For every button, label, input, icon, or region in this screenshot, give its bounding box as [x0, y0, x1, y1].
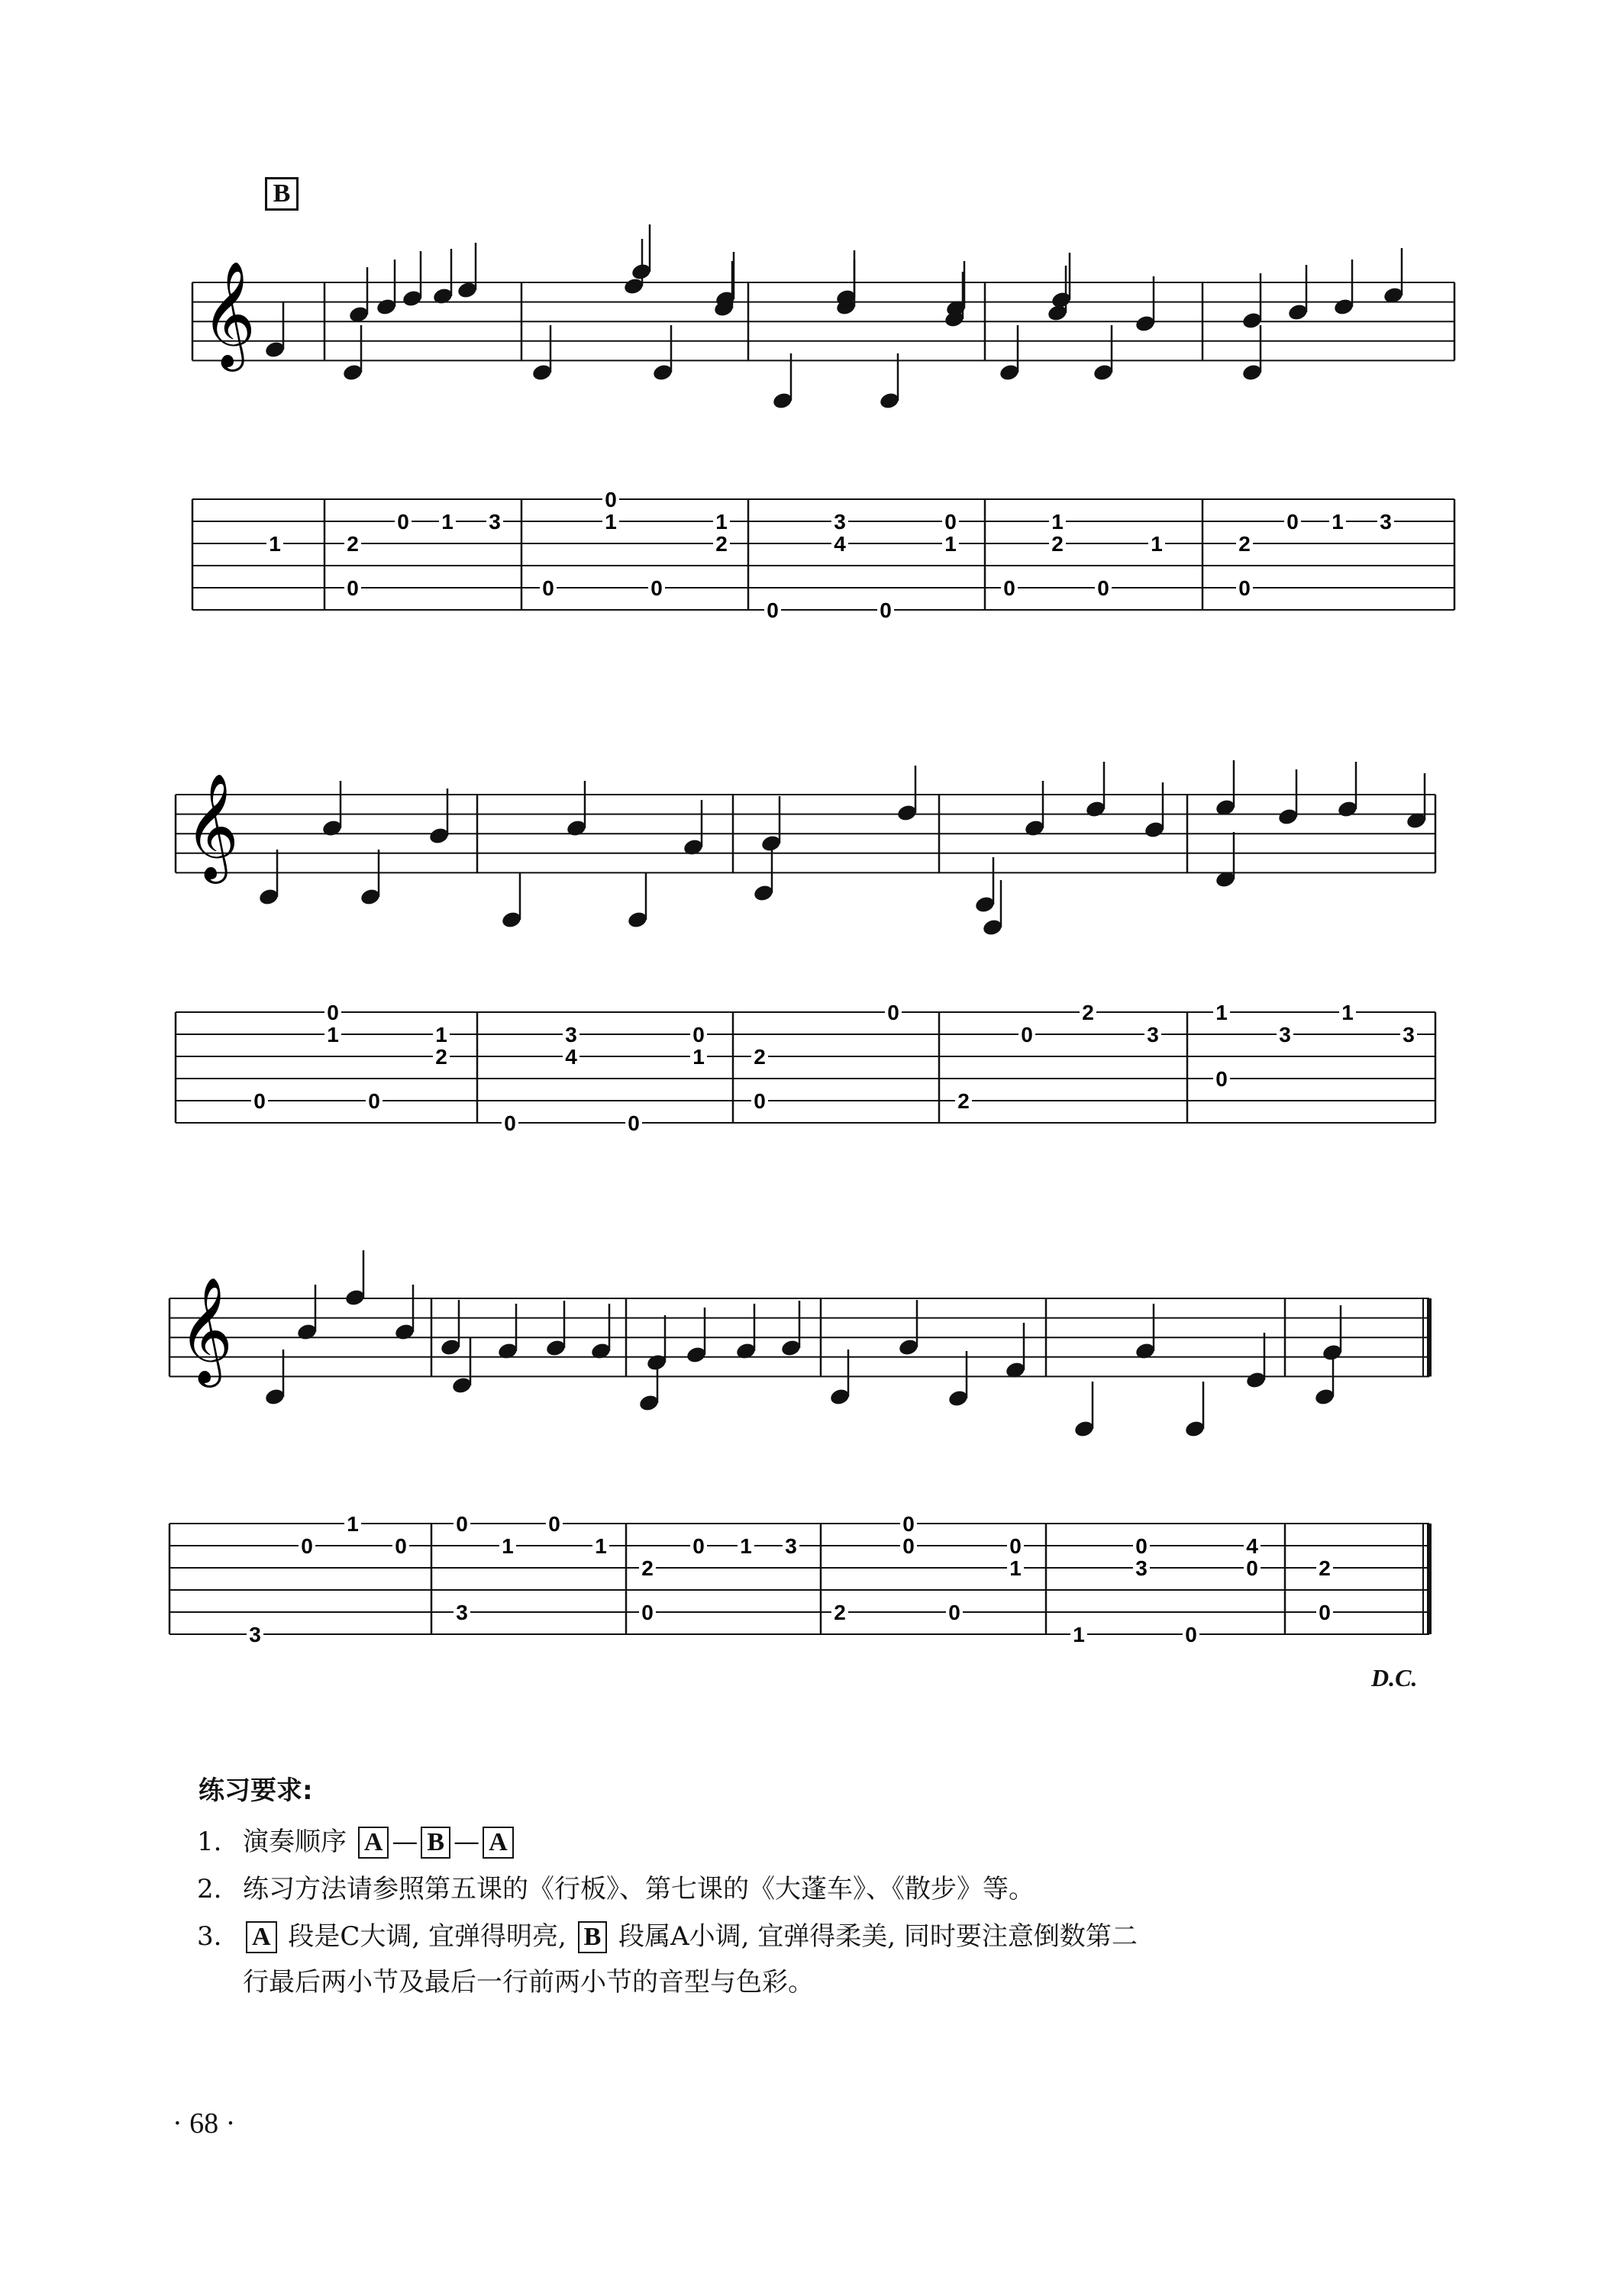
section-box-a: A [246, 1921, 277, 1953]
tab-fret-number: 1 [595, 1534, 607, 1558]
item-text: 演奏顺序 [243, 1827, 347, 1857]
tab-fret-number: 1 [1009, 1556, 1022, 1580]
tab-fret-number: 0 [542, 576, 554, 600]
tab-fret-number: 0 [1238, 576, 1251, 600]
tab-fret-number: 2 [347, 532, 359, 556]
tab-fret-number: 0 [397, 510, 409, 534]
tab-fret-number: 0 [887, 1001, 899, 1024]
tab-fret-number: 0 [605, 488, 617, 511]
tab-fret-number: 0 [754, 1089, 766, 1113]
requirements-title: 练习要求: [199, 1775, 313, 1806]
tab-fret-number: 2 [1319, 1556, 1331, 1580]
tab-fret-number: 0 [1246, 1556, 1258, 1580]
tab-fret-number: 0 [1215, 1067, 1228, 1091]
tab-fret-number: 3 [1403, 1023, 1415, 1046]
tab-fret-number: 1 [692, 1045, 705, 1069]
tab-fret-number: 0 [1097, 576, 1109, 600]
system-2 [176, 760, 1435, 1135]
tab-fret-number: 3 [1380, 510, 1392, 534]
dash: — [454, 1827, 480, 1857]
tab-fret-number: 2 [957, 1089, 970, 1113]
tab-fret-number: 3 [1147, 1023, 1159, 1046]
tab-fret-number: 0 [948, 1601, 960, 1624]
treble-clef-icon: 𝄞 [202, 261, 256, 367]
tab-fret-number: 0 [944, 510, 957, 534]
treble-clef-icon: 𝄞 [185, 773, 239, 879]
tab-fret-number: 1 [1332, 510, 1344, 534]
tab-fret-number: 0 [368, 1089, 380, 1113]
tab-fret-number: 0 [641, 1601, 654, 1624]
tab-fret-number: 0 [1021, 1023, 1033, 1046]
tab-fret-number: 2 [834, 1601, 846, 1624]
tab-fret-number: 3 [249, 1623, 261, 1646]
system-1 [192, 224, 1454, 622]
tab-fret-number: 0 [692, 1023, 705, 1046]
tab-fret-number: 1 [1073, 1623, 1085, 1646]
section-box-a: A [358, 1827, 389, 1859]
tab-fret-number: 4 [565, 1045, 577, 1069]
tab-fret-number: 0 [301, 1534, 313, 1558]
tab-fret-number: 0 [880, 598, 892, 622]
item-number: 1. [197, 1827, 222, 1857]
item-number: 3. [197, 1921, 222, 1952]
item-text: 练习方法请参照第五课的《行板》、第七课的《大蓬车》、《散步》等。 [243, 1874, 1035, 1904]
da-capo-mark: D.C. [1371, 1664, 1418, 1691]
section-box-a: A [483, 1827, 514, 1859]
tab-fret-number: 1 [327, 1023, 339, 1046]
requirement-item-2 [197, 1867, 1464, 1911]
tab-fret-number: 1 [715, 510, 728, 534]
tab-fret-number: 1 [944, 532, 957, 556]
tab-fret-number: 0 [1009, 1534, 1022, 1558]
requirement-item-3 [197, 1914, 1464, 1959]
requirement-item-3-continuation: 行最后两小节及最后一行前两小节的音型与色彩。 [243, 1967, 814, 1998]
item-text: 段属A小调, 宜弹得柔美, 同时要注意倒数第二 [618, 1921, 1138, 1952]
tab-fret-number: 0 [347, 576, 359, 600]
tab-fret-number: 0 [1185, 1623, 1197, 1646]
tab-fret-number: 1 [1151, 532, 1163, 556]
tab-fret-number: 0 [902, 1512, 915, 1536]
tab-fret-number: 1 [269, 532, 281, 556]
tab-fret-number: 0 [1135, 1534, 1148, 1558]
tab-fret-number: 0 [650, 576, 663, 600]
tab-fret-number: 3 [785, 1534, 797, 1558]
tab-fret-number: 2 [641, 1556, 654, 1580]
tab-fret-number: 1 [1051, 510, 1064, 534]
tab-fret-number: 1 [605, 510, 617, 534]
tab-fret-number: 0 [1286, 510, 1299, 534]
tab-fret-number: 3 [456, 1601, 468, 1624]
tab-fret-number: 2 [1238, 532, 1251, 556]
treble-clef-icon: 𝄞 [179, 1277, 233, 1383]
system-3 [169, 1250, 1429, 1646]
page-number: · 68 · [173, 2107, 236, 2140]
tab-fret-number: 3 [489, 510, 501, 534]
tab-fret-number: 4 [834, 532, 846, 556]
tab-fret-number: 3 [565, 1023, 577, 1046]
tab-fret-number: 0 [1003, 576, 1015, 600]
tab-fret-number: 0 [395, 1534, 407, 1558]
tab-fret-number: 0 [504, 1111, 516, 1135]
section-box-b: B [578, 1921, 608, 1953]
tab-fret-number: 0 [628, 1111, 640, 1135]
tab-fret-number: 1 [1341, 1001, 1354, 1024]
tab-fret-number: 4 [1246, 1534, 1258, 1558]
section-b-marker: B [265, 177, 299, 211]
tab-fret-number: 2 [754, 1045, 766, 1069]
tab-fret-number: 2 [1082, 1001, 1094, 1024]
tab-fret-number: 0 [548, 1512, 560, 1536]
tab-fret-number: 1 [1215, 1001, 1228, 1024]
tab-fret-number: 1 [441, 510, 454, 534]
item-text: 段是C大调, 宜弹得明亮, [288, 1921, 567, 1952]
tab-fret-number: 0 [327, 1001, 339, 1024]
tab-fret-number: 1 [502, 1534, 514, 1558]
tab-fret-number: 0 [1319, 1601, 1331, 1624]
tab-fret-number: 2 [715, 532, 728, 556]
tab-fret-number: 0 [456, 1512, 468, 1536]
tab-fret-number: 3 [1135, 1556, 1148, 1580]
tab-fret-number: 0 [253, 1089, 266, 1113]
item-number: 2. [197, 1874, 222, 1904]
requirement-item-1 [197, 1820, 1464, 1864]
tab-fret-number: 0 [902, 1534, 915, 1558]
tab-fret-number: 2 [1051, 532, 1064, 556]
tab-fret-number: 0 [767, 598, 779, 622]
tab-fret-number: 1 [347, 1512, 359, 1536]
tab-fret-number: 3 [1279, 1023, 1291, 1046]
tab-fret-number: 1 [740, 1534, 752, 1558]
tab-fret-number: 0 [692, 1534, 705, 1558]
tab-fret-number: 2 [435, 1045, 447, 1069]
tab-fret-number: 1 [435, 1023, 447, 1046]
tab-fret-number: 3 [834, 510, 846, 534]
dash: — [392, 1827, 418, 1857]
section-box-b: B [421, 1827, 450, 1859]
